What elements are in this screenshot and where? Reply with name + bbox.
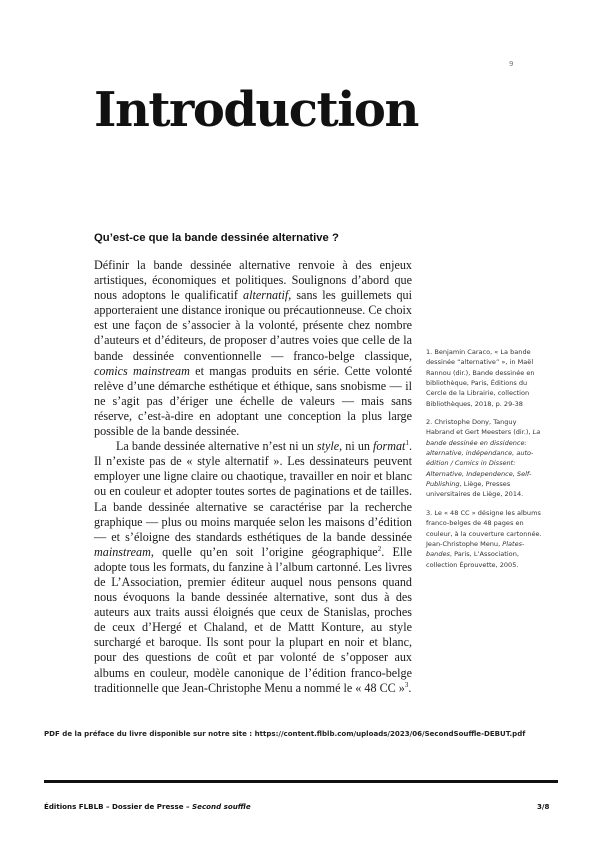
footnote-1: 1. Benjamin Caraco, « La bande dessinée “alternative” », in Maël Rannou (dir.), Bande dessinée en bibliothèque, Paris, Éditions du Cercle de la Librairie, collection Bibliothèques, 2018, p. 29-38 [426,348,535,408]
body-text [94,258,412,696]
book-title: Second souffle [192,802,251,811]
publisher-name: Éditions FLBLB [44,802,104,811]
paragraph-1: Définir la bande dessinée alternative renvoie à des enjeux artistiques, économiques et politiques. Soulignons d’abord que nous adoptons le qualificatif alternatif, sans les guillemets qui apporteraient une distance ironique ou précautionneuse. Ce choix est une façon de s’associer à la volonté, présente chez nombre d’auteurs et d’éditeurs, de proposer d’autres voies que celle de la bande dessinée conventionnelle — franco-belge classique, comics mainstream et mangas produits en série. Cette volonté relève d’une démarche esthétique et éthique, sans snobisme — il ne s’agit pas d’ériger une échelle de valeurs — mais sans réserve, c’est-à-dire en adoptant une conception la plus large possible de la bande dessinée. [94,258,412,439]
pdf-link[interactable]: PDF de la préface du livre disponible sur notre site : https://content.flblb.com/uploads/2023/06/SecondSouffle-DEBUT.pdf [44,729,526,738]
footer-page-count: 3/8 [537,802,550,811]
dossier-label: Dossier de Presse [112,802,184,811]
footnote-2: 2. Christophe Dony, Tanguy Habrand et Gert Meesters (dir.), La bande dessinée en dissidence: alternative, indépendance, auto-édition / Comics in Dissent: Alternative, Independence, Self-Publishing, Liège, Presses universitaires de Liège, 2014. [426,418,541,499]
footnote-ref-2[interactable]: 2 [377,544,382,553]
paragraph-2: La bande dessinée alternative n’est ni un style, ni un format$^1$. Il n’existe pas de « style alternatif ». Les dessinateurs peuvent employer une ligne claire ou chaotique, travailler en noir et blanc ou en couleur et adopter toutes sortes de paginations et de tailles. La bande dessinée alternative se caractérise par la recherche graphique — plus ou moins marquée selon les maisons d’édition — et s’éloigne des standards esthétiques de la bande dessinée mainstream, quelle qu’en soit l’origine géographique$^2$. Elle adopte tous les formats, du fanzine à l’album cartonné. Les livres de L’Association, premier éditeur auquel nous pensons quand nous évoquons la bande dessinée alternative, sont dus à des auteurs aux traits aussi éloignés que ceux de Stanislas, proches de ceux d’Hergé et Chaland, et de Mattt Konture, au style surchargé et baroque. Ils sont pour la plupart en noir et blanc, pour des questions de coût et par volonté de s’opposer aux albums en couleur, modèle canonique de l’édition franco-belge traditionnelle que Jean-Christophe Menu a nommé le « 48 CC »$^3$. [94,439,412,695]
footnote-3: 3. Le « 48 CC » désigne les albums franco-belges de 48 pages en couleur, à la couverture cartonnée. Jean-Christophe Menu, Plates-bandes, Paris, L’Association, collection Éprouvette, 2005. [426,508,542,569]
sidenotes [426,347,544,578]
page-title: Introduction [94,82,418,138]
section-heading: Qu’est-ce que la bande dessinée alternative ? [94,232,339,244]
page-number: 9 [509,60,514,68]
footnote-ref-3[interactable]: 3 [404,680,409,689]
footer-divider [44,780,558,783]
footer-info: Éditions FLBLB – Dossier de Presse – Second souffle [44,802,251,811]
footnote-ref-1[interactable]: 1 [405,439,409,448]
